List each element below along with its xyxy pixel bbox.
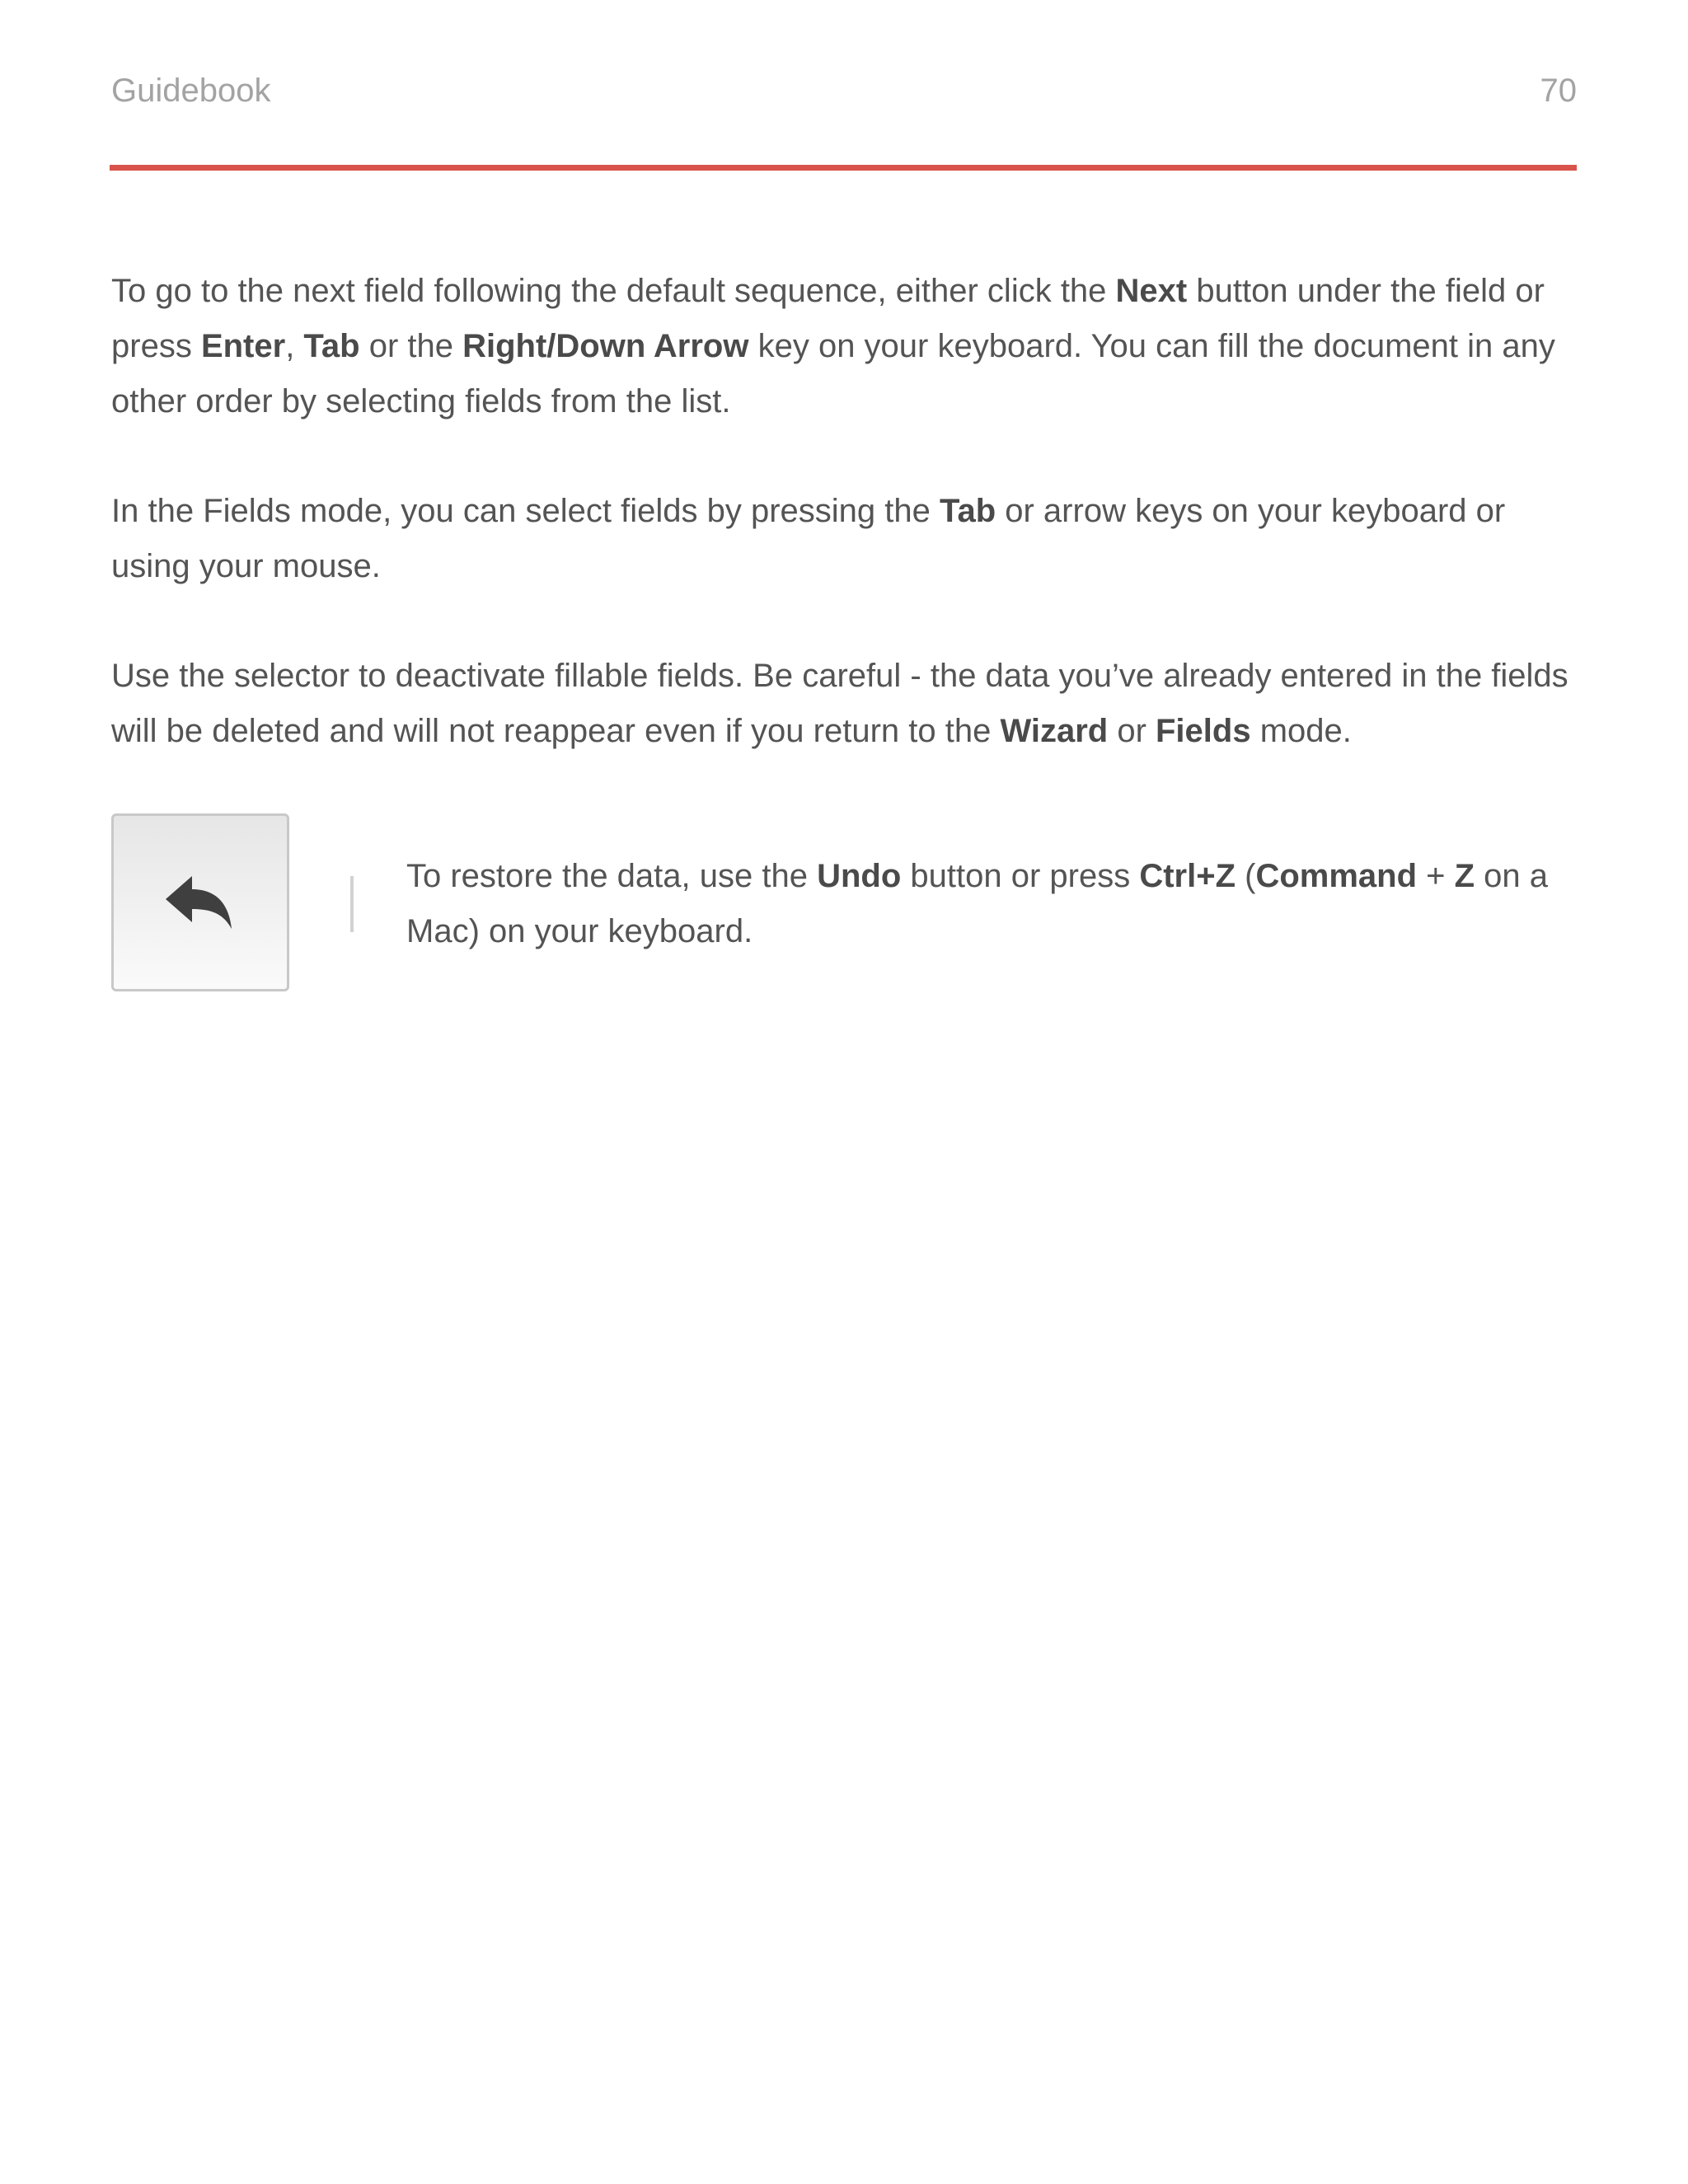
note-divider bbox=[350, 876, 354, 932]
bold-next: Next bbox=[1115, 273, 1188, 309]
header-divider bbox=[110, 165, 1577, 171]
bold-wizard: Wizard bbox=[1000, 713, 1109, 749]
book-title: Guidebook bbox=[111, 73, 271, 109]
text-run: or bbox=[1108, 713, 1156, 749]
paragraph-fields-mode bbox=[111, 484, 1578, 594]
text-run: on a Mac) on your keyboard. bbox=[406, 858, 1549, 949]
text-run: In the Fields mode, you can select fields by pressing the bbox=[111, 493, 940, 529]
bold-right-down-arrow: Right/Down Arrow bbox=[462, 328, 749, 364]
text-run: ( bbox=[1236, 858, 1256, 894]
running-header bbox=[111, 73, 1577, 114]
text-run: To restore the data, use the bbox=[406, 858, 818, 894]
text-run: or arrow keys on your keyboard or using your mouse. bbox=[111, 493, 1506, 584]
bold-enter: Enter bbox=[200, 328, 286, 364]
bold-command: Command bbox=[1255, 858, 1418, 894]
text-run: key on your keyboard. You can fill the document in any other order by selecting fields from the list. bbox=[111, 328, 1555, 419]
undo-note-text bbox=[406, 849, 1578, 959]
paragraph-navigation bbox=[111, 264, 1578, 429]
undo-button[interactable] bbox=[111, 813, 289, 991]
bold-z: Z bbox=[1454, 858, 1475, 894]
bold-tab: Tab bbox=[939, 493, 996, 529]
bold-tab: Tab bbox=[303, 328, 360, 364]
undo-arrow-icon bbox=[161, 863, 240, 942]
text-run: button under the field or press bbox=[111, 273, 1545, 364]
text-run: + bbox=[1417, 858, 1455, 894]
text-run: Use the selector to deactivate fillable fields. Be careful - the data you’ve already entered in the fields will be deleted and will not reappear even if you return to the bbox=[111, 658, 1568, 749]
page-content bbox=[111, 264, 1578, 1011]
text-run: button or press bbox=[901, 858, 1140, 894]
paragraph-deactivate bbox=[111, 649, 1578, 759]
text-run: , bbox=[285, 328, 304, 364]
text-run: To go to the next field following the default sequence, either click the bbox=[111, 273, 1116, 309]
bold-fields: Fields bbox=[1156, 713, 1251, 749]
undo-note bbox=[111, 813, 1578, 1011]
bold-ctrl-z: Ctrl+Z bbox=[1139, 858, 1236, 894]
text-run: mode. bbox=[1250, 713, 1352, 749]
bold-undo: Undo bbox=[817, 858, 902, 894]
text-run: or the bbox=[359, 328, 463, 364]
page-number: 70 bbox=[1540, 73, 1577, 109]
